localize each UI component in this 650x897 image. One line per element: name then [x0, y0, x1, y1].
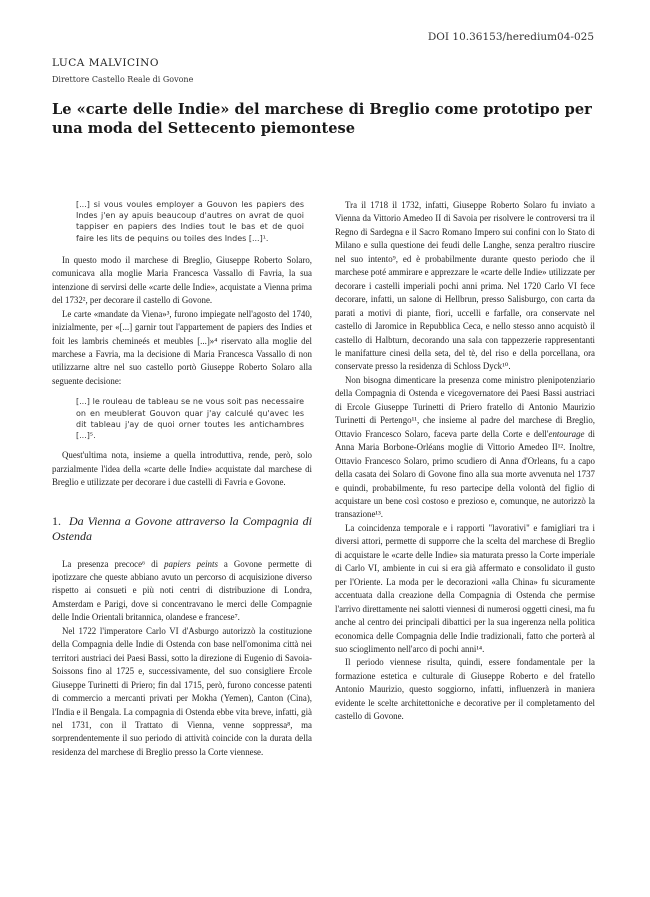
- text-run: a Govone permette di ipotizzare che queste abbiano avuto un percorso di acquisizione diverso rispetto ai consueti e più noti centri di distribuzione di Londra, Amsterdam e Parigi, dove si concentravano le merci delle Compagnie delle Indie Orientali britannica, olandese e francese⁷.: [52, 558, 312, 623]
- paragraph: In questo modo il marchese di Breglio, Giuseppe Roberto Solaro, comunicava alla moglie Maria Francesca Vassallo di Favria, la sua intenzione di servirsi delle «carte delle Indie», acquistate a Vienna prima del 1732², per decorare il castello di Govone.: [52, 254, 312, 306]
- section-title: Da Vienna a Govone attraverso la Compagnia di Ostenda: [52, 513, 312, 543]
- opening-quote: [...] si vous voules employer a Gouvon les papiers des Indes j'en ay apuis beaucoup d'autres on avrat de quoi tappiser en papiers des Indies tout le bas et de quoi faire les lits de pequins ou toiles des Indes [...]¹.: [76, 200, 304, 243]
- italic-term: papiers peints: [164, 558, 218, 569]
- left-column: [52, 199, 312, 759]
- author-name: LUCA MALVICINO: [52, 57, 159, 69]
- italic-term: entourage: [548, 428, 585, 439]
- right-column: [335, 199, 595, 724]
- paragraph: Quest'ultima nota, insieme a quella introduttiva, rende, però, solo parzialmente l'idea della «carte delle Indie» acquistate dal marchese di Breglio e utilizzate per decorare i due castelli di Favria e Govone.: [52, 450, 312, 488]
- text-run: Non bisogna dimenticare la presenza come ministro plenipotenziario della Compagnia di Ostenda e vicegovernatore dei Paesi Bassi austriaci di Ercole Giuseppe Turinetti di Priero fratello di Antonio Maurizio Turinetti di Pertengo¹¹, che insieme al padre del marchese di Breglio, Ottavio Francesco Solaro, faceva parte della Corte e dell': [335, 374, 595, 439]
- doi-label: DOI 10.36153/heredium04-025: [427, 31, 594, 43]
- section-number: 1.: [52, 513, 61, 528]
- paragraph: Nel 1722 l'imperatore Carlo VI d'Asburgo autorizzò la costituzione della Compagnia delle Indie di Ostenda con base nell'omonima città nei territori austriaci dei Paesi Bassi, sotto la direzione di Eugenio di Savoia-Soissons fino al 1725 e, successivamente, del suo consigliere Ercole Giuseppe Turinetti di Priero; fin dal 1715, però, furono concesse patenti di commercio a mercanti privati per Mokha (Yemen), Canton (Cina), l'India e il Bengala. La compagnia di Ostenda ebbe vita breve, infatti, già nel 1731, con il Trattato di Vienna, venne soppressa⁸, ma sorprendentemente il suo periodo di attività coincide con la durata della residenza del marchese di Breglio presso la Corte viennese.: [52, 625, 312, 757]
- paragraph: [335, 374, 595, 522]
- paragraph: Il periodo viennese risulta, quindi, essere fondamentale per la formazione estetica e culturale di Giuseppe Roberto e del fratello Antonio Maurizio, questo soggiorno, infatti, influenzerà in maniera evidente le scelte architettoniche e decorative per il completamento del castello di Govone.: [335, 657, 595, 722]
- block-quote: [...] le rouleau de tableau se ne vous soit pas necessaire on en meublerat Gouvon quar j'ay calculé qu'avec les dit tableau j'ay de quoi orner toutes les antichambres [...]⁵.: [76, 397, 304, 440]
- author-affiliation: Direttore Castello Reale di Govone: [52, 75, 194, 84]
- paragraph: [52, 558, 312, 625]
- article-title: Le «carte delle Indie» del marchese di Breglio come prototipo per una moda del Settecento piemontese: [52, 101, 592, 137]
- paragraph: Tra il 1718 il 1732, infatti, Giuseppe Roberto Solaro fu inviato a Vienna da Vittorio Amedeo II di Savoia per risolvere le controversi tra il Regno di Sardegna e il Sacro Romano Impero sui confini con lo Stato di Milano e sulla questione dei feudi delle Langhe, senza peraltro riuscire nel suo intento⁹, ed è probabilmente durante questo periodo che il marchese poté ammirare e apprezzare le «carte delle Indie» utilizzate per decorare i castelli imperiali pochi anni prima. Nel 1720 Carlo VI fece decorare, infatti, un salone di Hellbrun, presso Salisburgo, con carta da parati a motivi di piante, fiori, uccelli e farfalle, ora conservate nel castello di Jaromice in Repubblica Ceca, e nello stesso anno acquistò il castello di Halbturn, decorando una sala con tappezzerie rappresentanti le manifatture cinesi della seta, del tè, del riso e della porcellana, ora conservate presso la residenza di Schloss Dyck¹⁰.: [335, 200, 595, 372]
- paragraph: La coincidenza temporale e i rapporti "lavorativi" e famigliari tra i diversi attori, permette di supporre che la scelta del marchese di Breglio di acquistare le «carte delle Indie» sia maturata presso la Corte imperiale di Carlo VI, ambiente in cui si era già affermato e consolidato il gusto per l'Oriente. La moda per le decorazioni «alla China» fu sicuramente accentuata dalla creazione della Compagnia di Ostenda che permise l'arrivo direttamente nei salotti viennesi di numerosi oggetti cinesi, ma fu anche al centro dei principali dibattici per la sua ingerenza nella politica economica delle Compagnia delle Indie tradizionali, fatto che porterà al suo scioglimento nell'arco di pochi anni¹⁴.: [335, 522, 595, 654]
- section-heading: [52, 514, 312, 544]
- paragraph: Le carte «mandate da Viena»³, furono impiegate nell'agosto del 1740, inizialmente, per «[...] garnir tout l'appartement de papiers des Indies et foit les lambris chemineés et meubles [...]»⁴ riservato alla moglie del marchese a Favria, ma la decisione di Maria Francesca Vassallo di non utilizzarne altre nel suo castello portò Giuseppe Roberto Solaro alla seguente decisione:: [52, 308, 312, 386]
- text-run: La presenza precoce⁶ di: [62, 558, 165, 569]
- text-run: di Anna Maria Borbone-Orléans moglie di Vittorio Amedeo II¹². Inoltre, Ottavio Francesco Solaro, primo scudiero di Anna d'Orleans, fu a capo della casata dei Solaro di Govone fino alla sua morte avvenuta nel 1737 e quindi, probabilmente, fu reso partecipe della volontà del figlio di acquistare un bene così costoso e prezioso e, comunque, ne autorizzò la transazione¹³.: [335, 428, 596, 520]
